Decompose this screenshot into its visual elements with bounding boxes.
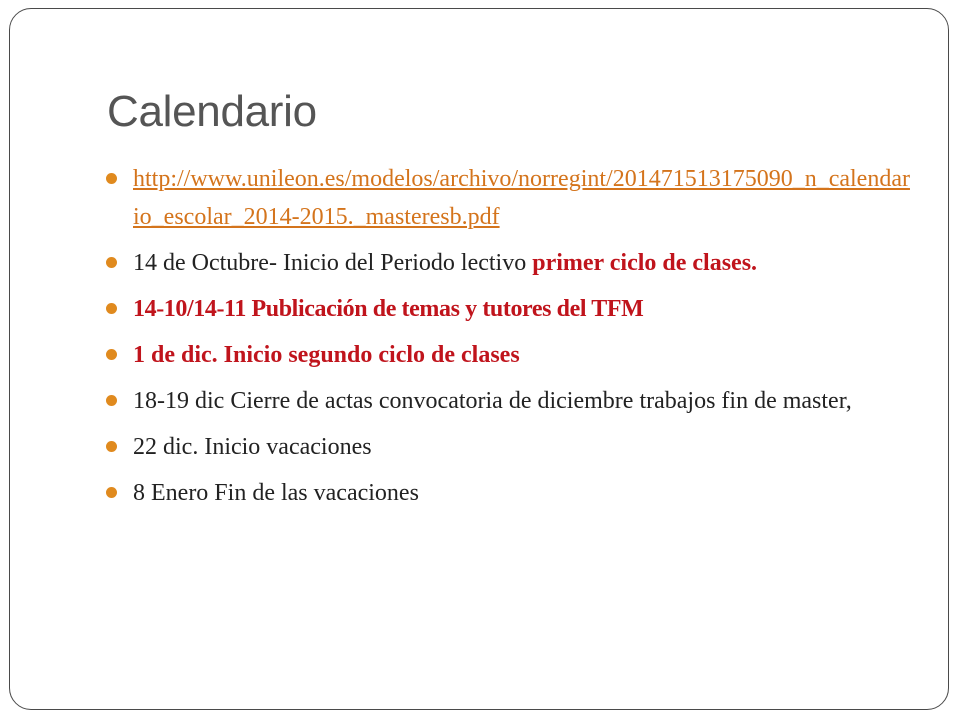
list-item-inicio-periodo [106, 244, 916, 282]
list-item-fin-vacaciones [106, 474, 916, 512]
bullet-dot-icon [106, 487, 117, 498]
list-item-text: 18-19 dic Cierre de actas convocatoria de diciembre trabajos fin de master, [133, 388, 852, 414]
bullet-dot-icon [106, 257, 117, 268]
list-item-text: 14 de Octubre- Inicio del Periodo lectivo [133, 250, 533, 276]
list-item-link [106, 160, 916, 236]
list-item-highlight: primer ciclo de clases. [532, 250, 758, 276]
bullet-dot-icon [106, 303, 117, 314]
list-item-text: 8 Enero Fin de las vacaciones [133, 480, 419, 506]
list-item-segundo-ciclo [106, 336, 916, 374]
list-item-highlight: 1 de dic. Inicio segundo ciclo de clases [133, 342, 520, 368]
list-item-text: 22 dic. Inicio vacaciones [133, 434, 372, 460]
list-item-cierre-actas [106, 382, 916, 420]
bullet-dot-icon [106, 395, 117, 406]
list-item-highlight: 14-10/14-11 Publicación de temas y tutores del TFM [133, 296, 644, 322]
list-item-inicio-vacaciones [106, 428, 916, 466]
bullet-dot-icon [106, 441, 117, 452]
bullet-dot-icon [106, 173, 117, 184]
bullet-dot-icon [106, 349, 117, 360]
list-item-publicacion-tfm [106, 290, 916, 328]
calendar-pdf-link[interactable]: http://www.unileon.es/modelos/archivo/norregint/201471513175090_n_calendario_escolar_2014-2015._masteresb.pdf [133, 166, 910, 230]
bullet-list [106, 160, 916, 520]
slide-title: Calendario [107, 87, 317, 136]
